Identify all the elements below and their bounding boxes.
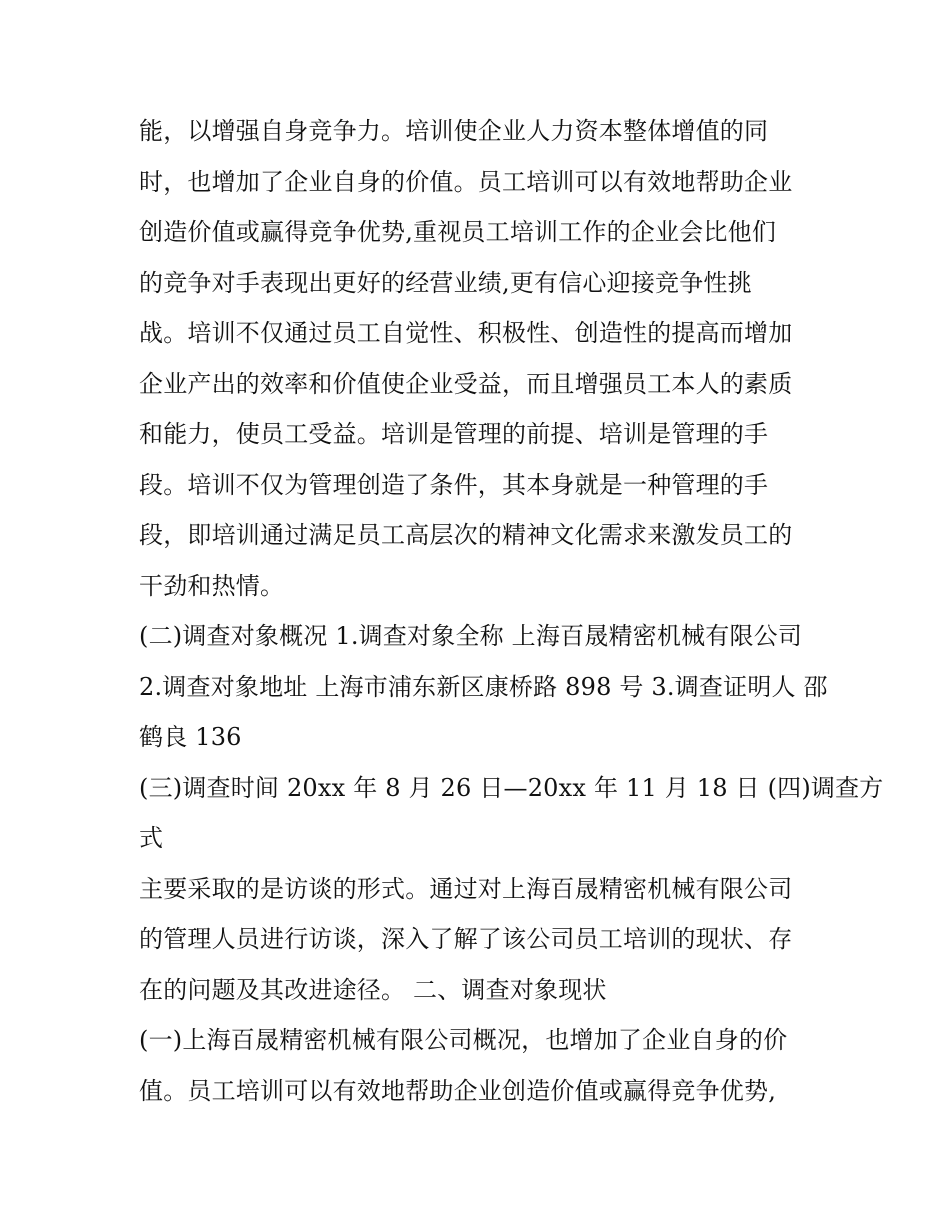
text-line: 企业产出的效率和价值使企业受益，而且增强员工本人的素质: [139, 369, 793, 398]
text-line: 2.调查对象地址 上海市浦东新区康桥路 898 号 3.调查证明人 邵: [139, 672, 828, 701]
text-line: 在的问题及其改进途径。 二、调查对象现状: [139, 975, 607, 1004]
text-line: 的竞争对手表现出更好的经营业绩,更有信心迎接竞争性挑: [139, 268, 752, 297]
text-line: 主要采取的是访谈的形式。通过对上海百晟精密机械有限公司: [139, 874, 793, 903]
section-line: (三)调查时间 20xx 年 8 月 26 日—20xx 年 11 月 18 日 (四)调查方: [139, 773, 884, 802]
text-line: 段，即培训通过满足员工高层次的精神文化需求来激发员工的: [139, 521, 793, 549]
text-line: 干劲和热情。: [139, 571, 285, 600]
text-line: 段。培训不仅为管理创造了条件，其本身就是一种管理的手: [139, 470, 769, 499]
text-line: 战。培训不仅通过员工自觉性、积极性、创造性的提高而增加: [139, 319, 793, 347]
text-line: 能，以增强自身竞争力。培训使企业人力资本整体增值的同: [139, 117, 769, 145]
text-line: 的管理人员进行访谈，深入了解了该公司员工培训的现状、存: [139, 925, 793, 953]
text-line: 鹤良 136: [139, 723, 242, 751]
text-line: 和能力，使员工受益。培训是管理的前提、培训是管理的手: [139, 420, 769, 448]
text-line: 值。员工培训可以有效地帮助企业创造价值或赢得竞争优势,: [139, 1076, 777, 1105]
text-line: 时，也增加了企业自身的价值。员工培训可以有效地帮助企业: [139, 167, 793, 196]
document-body: [139, 106, 884, 1116]
section-line: (二)调查对象概况 1.调查对象全称 上海百晟精密机械有限公司: [139, 622, 803, 650]
section-line: (一)上海百晟精密机械有限公司概况，也增加了企业自身的价: [139, 1026, 788, 1054]
text-line: 式: [139, 824, 164, 852]
text-line: 创造价值或赢得竞争优势,重视员工培训工作的企业会比他们: [139, 218, 777, 246]
